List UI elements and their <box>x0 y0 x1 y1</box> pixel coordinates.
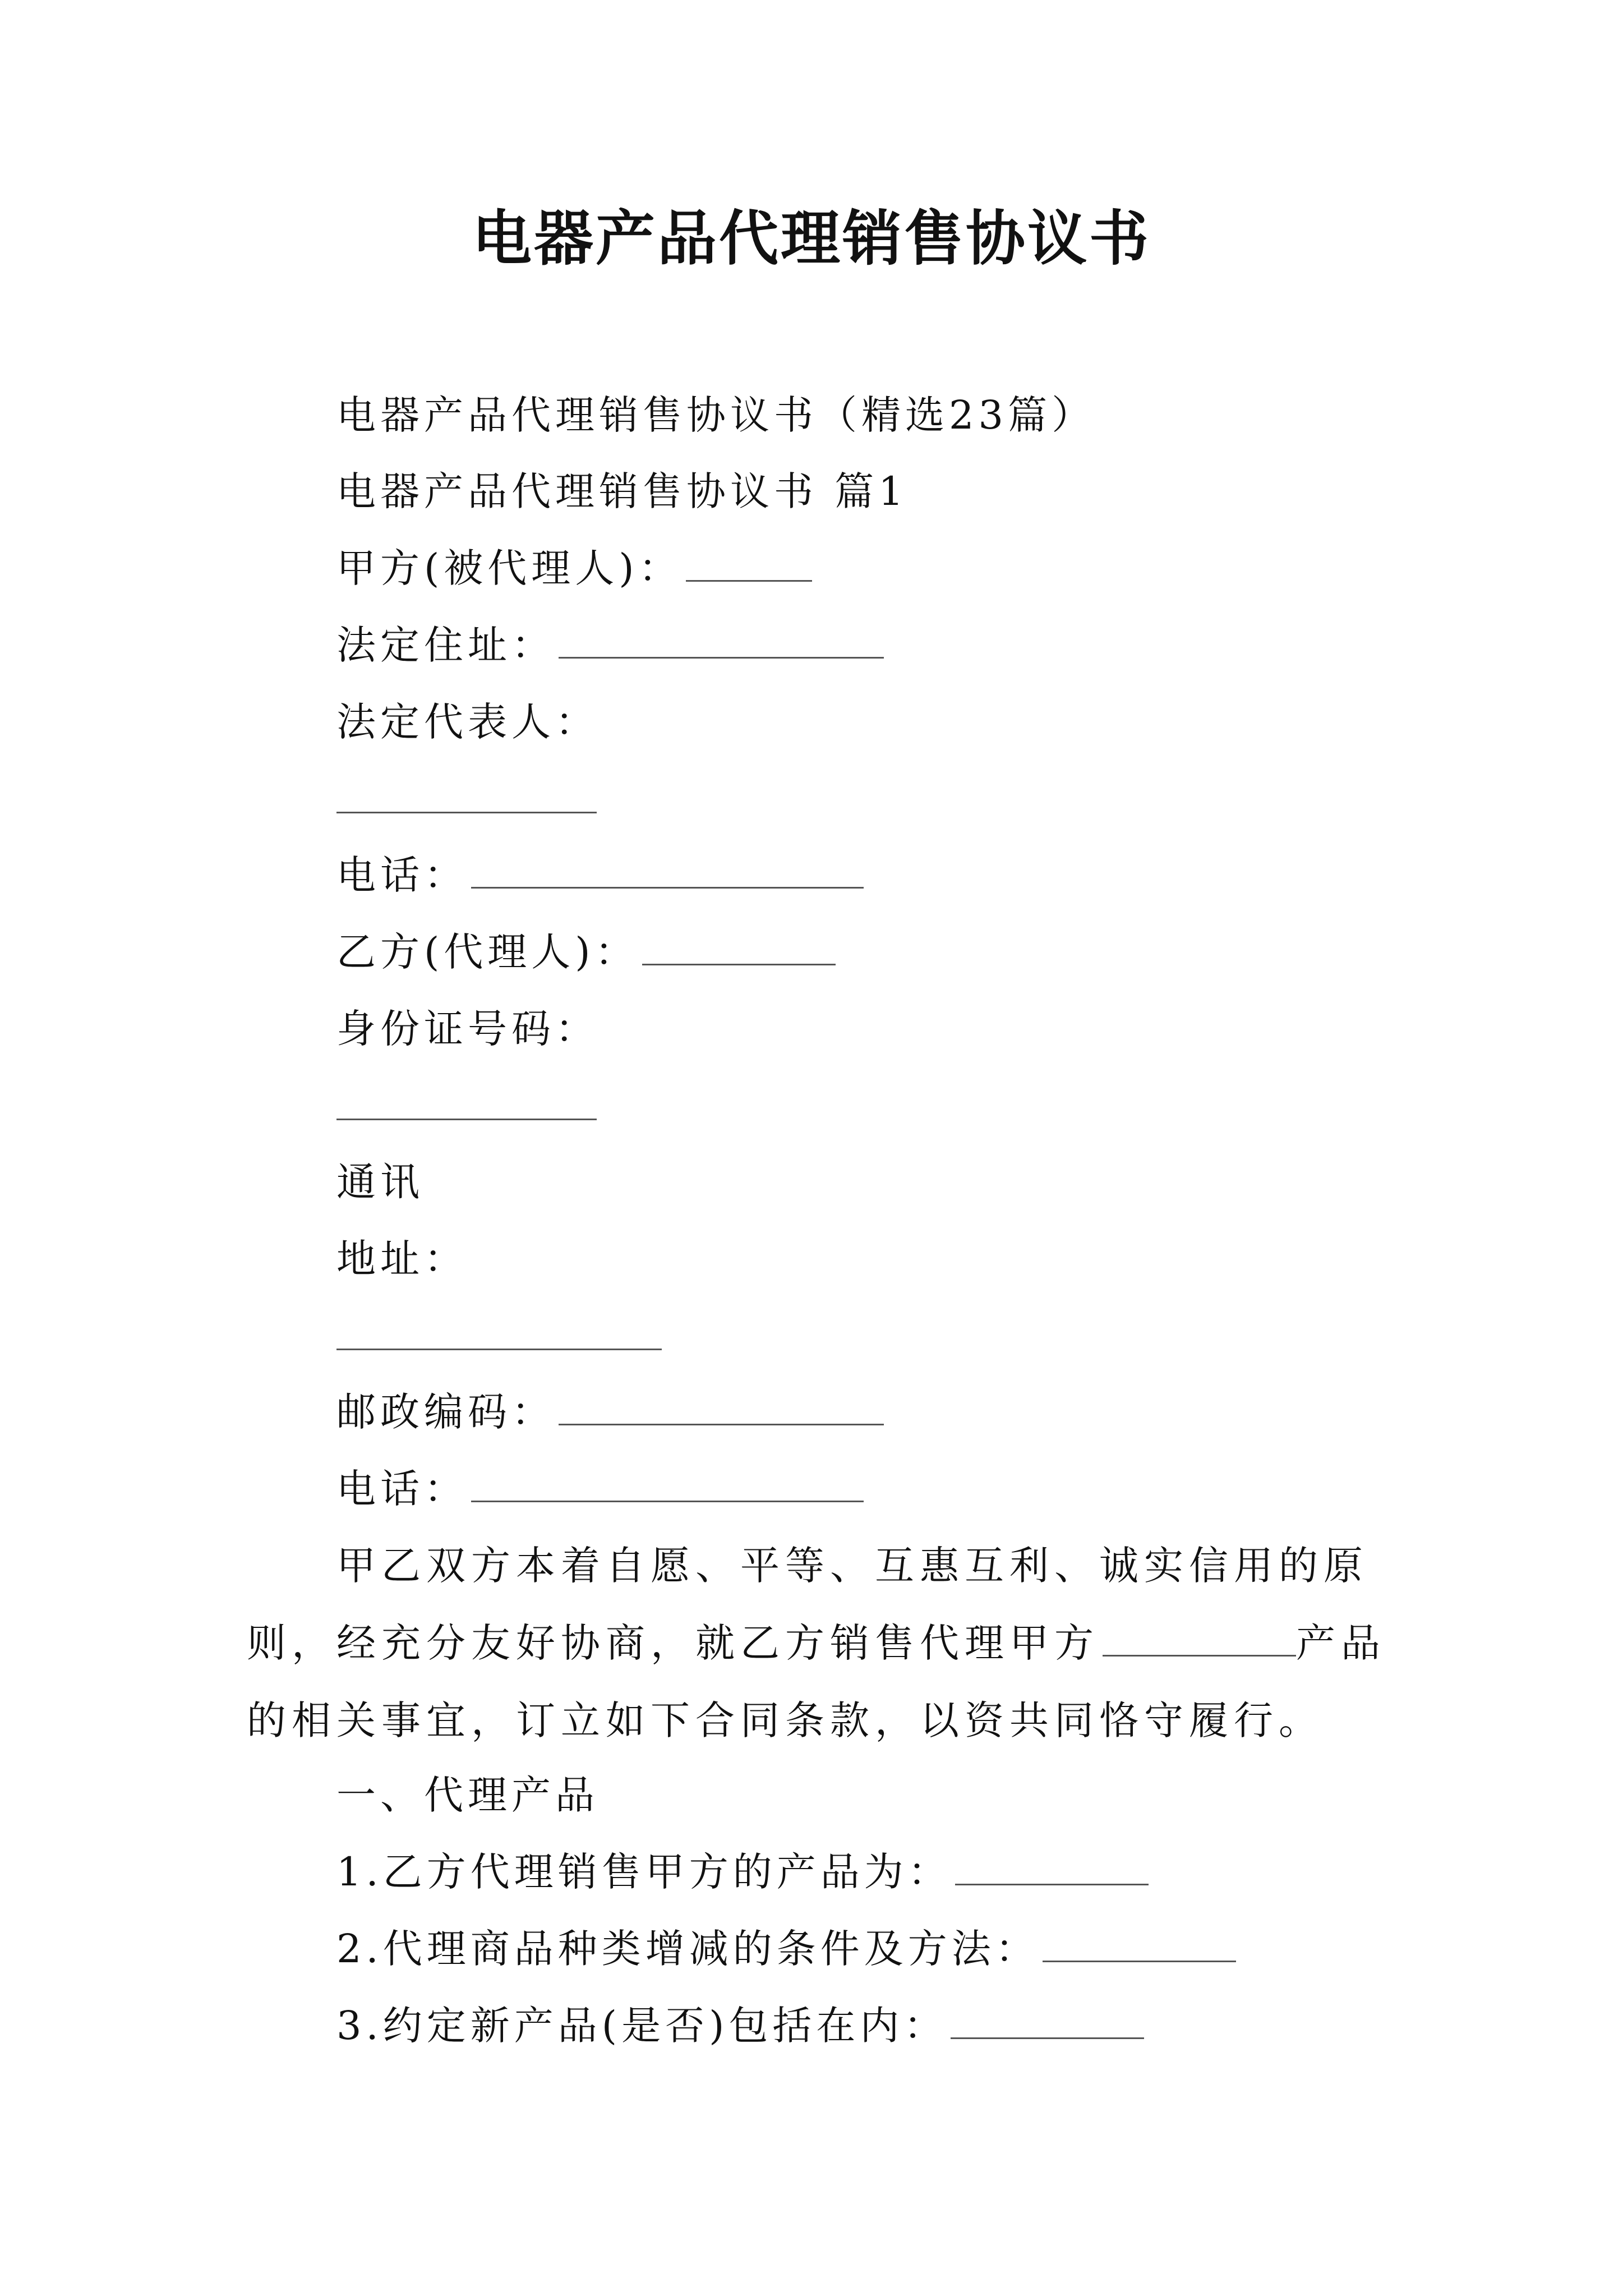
id-number-blank <box>336 1119 597 1120</box>
intro-part-2: 产品的相关事宜，订立如下合同条款，以资共同恪守履行。 <box>247 1620 1386 1743</box>
phone-blank-1 <box>471 853 864 889</box>
legal-address-label: 法定住址： <box>336 622 555 668</box>
clause-item-3 <box>336 1998 1144 2054</box>
clause-item-2 <box>336 1921 1236 1977</box>
section-heading: 电器产品代理销售协议书 篇1 <box>336 468 908 514</box>
intro-paragraph <box>247 1527 1391 1759</box>
phone-label-2: 电话： <box>336 1466 468 1512</box>
party-a-label: 甲方(被代理人)： <box>336 545 683 591</box>
id-number-field <box>336 1001 599 1057</box>
intro-part-1: 甲乙双方本着自愿、平等、互惠互利、诚实信用的原则，经充分友好协商，就乙方销售代理甲方 <box>247 1543 1368 1666</box>
legal-address-field <box>336 617 884 673</box>
address-field <box>336 1231 468 1287</box>
postal-code-blank <box>559 1390 884 1425</box>
clause-blank-1 <box>955 1850 1149 1885</box>
comm-label: 通讯 <box>336 1159 424 1205</box>
clause-text-2: 2.代理商品种类增减的条件及方法： <box>336 1926 1039 1972</box>
document-title: 电器产品代理销售协议书 <box>472 203 1151 273</box>
party-b-blank <box>642 930 836 965</box>
clause-text-3: 3.约定新产品(是否)包括在内： <box>336 2003 948 2049</box>
legal-rep-label: 法定代表人： <box>336 699 599 745</box>
address-blank <box>336 1349 662 1350</box>
postal-code-field <box>336 1384 884 1440</box>
legal-rep-blank <box>336 812 597 813</box>
party-b-label: 乙方(代理人)： <box>336 929 639 975</box>
phone-field-1 <box>336 847 864 903</box>
legal-address-blank <box>559 623 884 659</box>
clause-blank-3 <box>951 2004 1144 2039</box>
phone-field-2 <box>336 1461 864 1517</box>
intro-product-blank <box>1103 1621 1296 1657</box>
party-a-field <box>336 540 812 596</box>
id-number-label: 身份证号码： <box>336 1006 599 1052</box>
address-label: 地址： <box>336 1236 468 1282</box>
clause-blank-2 <box>1043 1927 1236 1962</box>
party-b-field <box>336 924 836 980</box>
document-subtitle: 电器产品代理销售协议书（精选23篇） <box>336 392 1096 438</box>
clause-item-1 <box>336 1844 1149 1900</box>
legal-rep-field <box>336 694 599 750</box>
phone-blank-2 <box>471 1467 864 1502</box>
party-a-blank <box>686 546 812 582</box>
clause-heading: 一、代理产品 <box>336 1772 599 1818</box>
postal-code-label: 邮政编码： <box>336 1389 555 1435</box>
clause-text-1: 1.乙方代理销售甲方的产品为： <box>336 1849 952 1895</box>
phone-label-1: 电话： <box>336 852 468 898</box>
